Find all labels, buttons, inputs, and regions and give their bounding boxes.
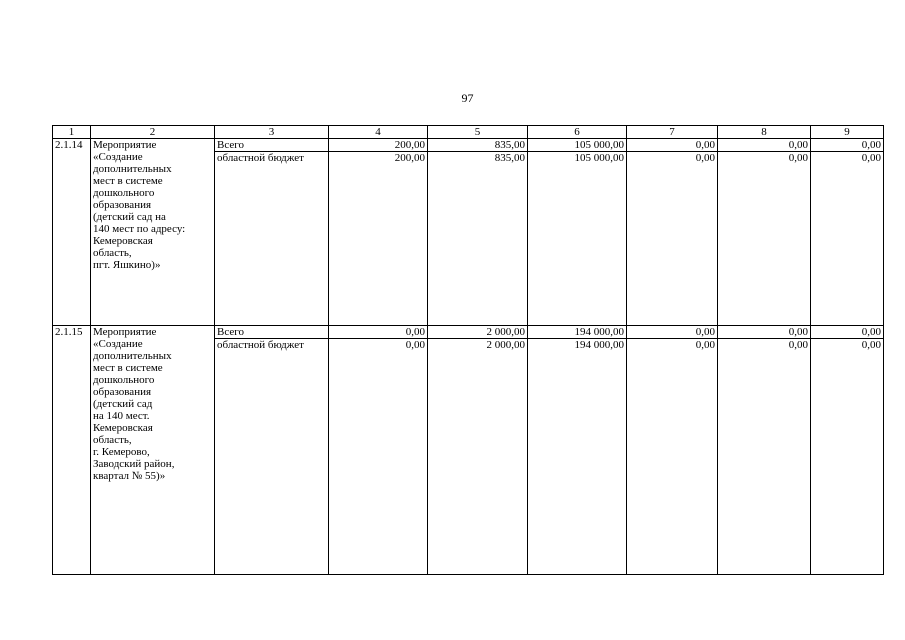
entry-code: 2.1.14	[53, 139, 91, 326]
description-line: Кемеровская	[93, 235, 153, 247]
description-line: (детский сад на	[93, 211, 166, 223]
value-cell: 0,00	[718, 339, 811, 575]
value-cell: 2 000,00	[428, 326, 528, 339]
value-cell: 0,00	[811, 326, 884, 339]
value-cell: 0,00	[718, 139, 811, 152]
value-cell: 0,00	[811, 139, 884, 152]
description-line: дополнительных	[93, 350, 172, 362]
value-cell: 0,00	[329, 339, 428, 575]
description-line: дошкольного	[93, 187, 155, 199]
description-line: «Создание	[93, 338, 143, 350]
value-cell: 200,00	[329, 139, 428, 152]
column-header: 5	[428, 126, 528, 139]
column-header: 8	[718, 126, 811, 139]
description-line: дополнительных	[93, 163, 172, 175]
budget-table	[52, 125, 884, 575]
description-line: пгт. Яшкино)»	[93, 259, 161, 271]
column-header: 3	[215, 126, 329, 139]
value-cell: 0,00	[627, 339, 718, 575]
column-header: 6	[528, 126, 627, 139]
value-cell: 0,00	[811, 152, 884, 326]
description-line: «Создание	[93, 151, 143, 163]
value-cell: 194 000,00	[528, 339, 627, 575]
value-cell: 105 000,00	[528, 152, 627, 326]
column-header: 4	[329, 126, 428, 139]
value-cell: 0,00	[718, 326, 811, 339]
column-header: 1	[53, 126, 91, 139]
column-header: 2	[91, 126, 215, 139]
value-cell: 0,00	[329, 326, 428, 339]
entry-code: 2.1.15	[53, 326, 91, 575]
description-line: Заводский район,	[93, 458, 175, 470]
column-header: 9	[811, 126, 884, 139]
entry-description	[91, 326, 215, 575]
description-line: 140 мест по адресу:	[93, 223, 186, 235]
value-cell: 0,00	[718, 152, 811, 326]
column-header: 7	[627, 126, 718, 139]
entry-description	[91, 139, 215, 326]
description-line: квартал № 55)»	[93, 470, 166, 482]
value-cell: 0,00	[627, 152, 718, 326]
description-line: мест в системе	[93, 175, 163, 187]
value-cell: 0,00	[627, 326, 718, 339]
description-line: мест в системе	[93, 362, 163, 374]
description-line: образования	[93, 386, 152, 398]
description-line: (детский сад	[93, 398, 153, 410]
value-cell: 2 000,00	[428, 339, 528, 575]
funding-source: Всего	[215, 139, 329, 152]
funding-source: областной бюджет	[215, 339, 329, 575]
description-line: дошкольного	[93, 374, 155, 386]
table-row	[53, 326, 884, 339]
description-line: область,	[93, 247, 132, 259]
funding-source: областной бюджет	[215, 152, 329, 326]
description-line: Мероприятие	[93, 326, 157, 338]
value-cell: 200,00	[329, 152, 428, 326]
description-line: область,	[93, 434, 132, 446]
funding-source: Всего	[215, 326, 329, 339]
description-line: г. Кемерово,	[93, 446, 150, 458]
value-cell: 194 000,00	[528, 326, 627, 339]
table-row	[53, 139, 884, 152]
value-cell: 835,00	[428, 139, 528, 152]
value-cell: 835,00	[428, 152, 528, 326]
description-line: образования	[93, 199, 152, 211]
description-line: на 140 мест.	[93, 410, 150, 422]
description-line: Кемеровская	[93, 422, 153, 434]
page-number: 97	[461, 91, 474, 105]
value-cell: 105 000,00	[528, 139, 627, 152]
value-cell: 0,00	[811, 339, 884, 575]
column-number-row	[53, 126, 884, 139]
value-cell: 0,00	[627, 139, 718, 152]
description-line: Мероприятие	[93, 139, 157, 151]
